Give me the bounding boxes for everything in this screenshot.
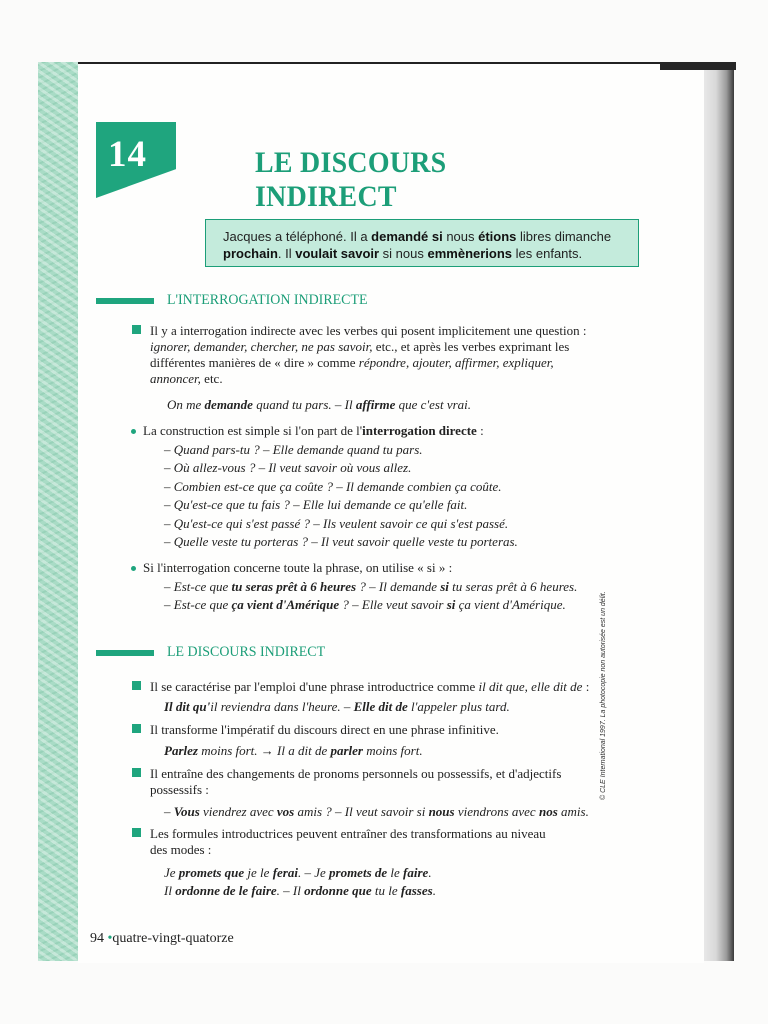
page-footer bbox=[90, 931, 234, 947]
paragraph-introductory-phrase: Il se caractérise par l'emploi d'une phrase introductrice comme il dit que, elle dit de : bbox=[150, 679, 590, 694]
paragraph-imperative: Il transforme l'impératif du discours direct en une phrase infinitive. bbox=[150, 722, 499, 737]
list-item: Je promets que je le ferai. – Je promets de le faire. bbox=[164, 865, 432, 880]
list-item: – Où allez-vous ? – Il veut savoir où vous allez. bbox=[164, 460, 412, 476]
paragraph-line: des modes : bbox=[150, 842, 212, 857]
list-item: – Combien est-ce que ça coûte ? – Il demande combien ça coûte. bbox=[164, 478, 502, 494]
section-title-discours: LE DISCOURS INDIRECT bbox=[167, 644, 326, 660]
round-bullet bbox=[131, 429, 136, 434]
square-bullet bbox=[132, 828, 141, 837]
paragraph-line: possessifs : bbox=[150, 782, 209, 797]
footer-bullet: • bbox=[107, 931, 113, 946]
paragraph-line: différentes manières de « dire » comme répondre, ajouter, affirmer, expliquer, bbox=[150, 355, 554, 370]
copyright-notice: © CLE International 1997. La photocopie non autorisée est un délit. bbox=[600, 591, 607, 800]
chapter-number: 14 bbox=[108, 134, 147, 175]
paragraph-line: ignorer, demander, chercher, ne pas savoir, etc., et après les verbes exprimant les bbox=[150, 339, 570, 354]
section-bar-2 bbox=[96, 650, 154, 656]
paragraph-line: Il y a interrogation indirecte avec les verbes qui posent implicitement une question : bbox=[150, 323, 587, 338]
square-bullet bbox=[132, 681, 141, 690]
square-bullet bbox=[132, 768, 141, 777]
list-item: – Qu'est-ce qui s'est passé ? – Ils veulent savoir ce qui s'est passé. bbox=[164, 515, 509, 531]
list-item: – Est-ce que ça vient d'Amérique ? – Elle veut savoir si ça vient d'Amérique. bbox=[164, 597, 566, 612]
list-item: – Quelle veste tu porteras ? – Il veut savoir quelle veste tu porteras. bbox=[164, 534, 518, 550]
example-line-2: prochain. Il voulait savoir si nous emmènerions les enfants. bbox=[223, 246, 583, 261]
section-bar-1 bbox=[96, 298, 154, 304]
paragraph-si: Si l'interrogation concerne toute la phrase, on utilise « si » : bbox=[143, 560, 453, 575]
paragraph-line: annoncer, etc. bbox=[150, 371, 223, 386]
square-bullet bbox=[132, 325, 141, 334]
paragraph-pronouns bbox=[150, 766, 638, 798]
example-box bbox=[205, 219, 639, 267]
book-gutter-shadow bbox=[660, 62, 736, 70]
paragraph-line: Il entraîne des changements de pronoms personnels ou possessifs, et d'adjectifs bbox=[150, 766, 562, 781]
example-line: Parlez moins fort. → Il a dit de parler moins fort. bbox=[164, 743, 423, 758]
list-item: – Quand pars-tu ? – Elle demande quand tu pars. bbox=[164, 442, 423, 457]
page-number-words: quatre-vingt-quatorze bbox=[112, 931, 234, 946]
example-line-1: Jacques a téléphoné. Il a demandé si nous étions libres dimanche bbox=[223, 229, 612, 244]
list-item: Il ordonne de le faire. – Il ordonne que tu le fasses. bbox=[164, 883, 436, 898]
list-item: – Qu'est-ce que tu fais ? – Elle lui demande ce qu'elle fait. bbox=[164, 497, 468, 513]
example-line: Il dit qu'il reviendra dans l'heure. – Elle dit de l'appeler plus tard. bbox=[164, 699, 510, 714]
paragraph-direct-construction: La construction est simple si l'on part de l'interrogation directe : bbox=[143, 423, 484, 438]
square-bullet bbox=[132, 724, 141, 733]
decorative-side-strip bbox=[38, 62, 78, 961]
paragraph-modes bbox=[150, 826, 638, 858]
paragraph-line: Les formules introductrices peuvent entraîner des transformations au niveau bbox=[150, 826, 546, 841]
chapter-title: LE DISCOURS INDIRECT bbox=[255, 146, 447, 213]
example-line: On me demande quand tu pars. – Il affirme que c'est vrai. bbox=[167, 397, 472, 412]
example-line: – Vous viendrez avec vos amis ? – Il veut savoir si nous viendrons avec nos amis. bbox=[164, 804, 589, 819]
round-bullet bbox=[131, 566, 136, 571]
page-number: 94 bbox=[90, 931, 104, 946]
paragraph-interrogation-verbs bbox=[150, 323, 642, 387]
example-list bbox=[164, 441, 518, 551]
book-gutter bbox=[704, 62, 734, 961]
section-title-interrogation: L'INTERROGATION INDIRECTE bbox=[167, 292, 368, 308]
list-item: – Est-ce que tu seras prêt à 6 heures ? – Il demande si tu seras prêt à 6 heures. bbox=[164, 579, 578, 594]
example-list-si bbox=[164, 578, 577, 614]
example-list-modes bbox=[164, 864, 436, 900]
